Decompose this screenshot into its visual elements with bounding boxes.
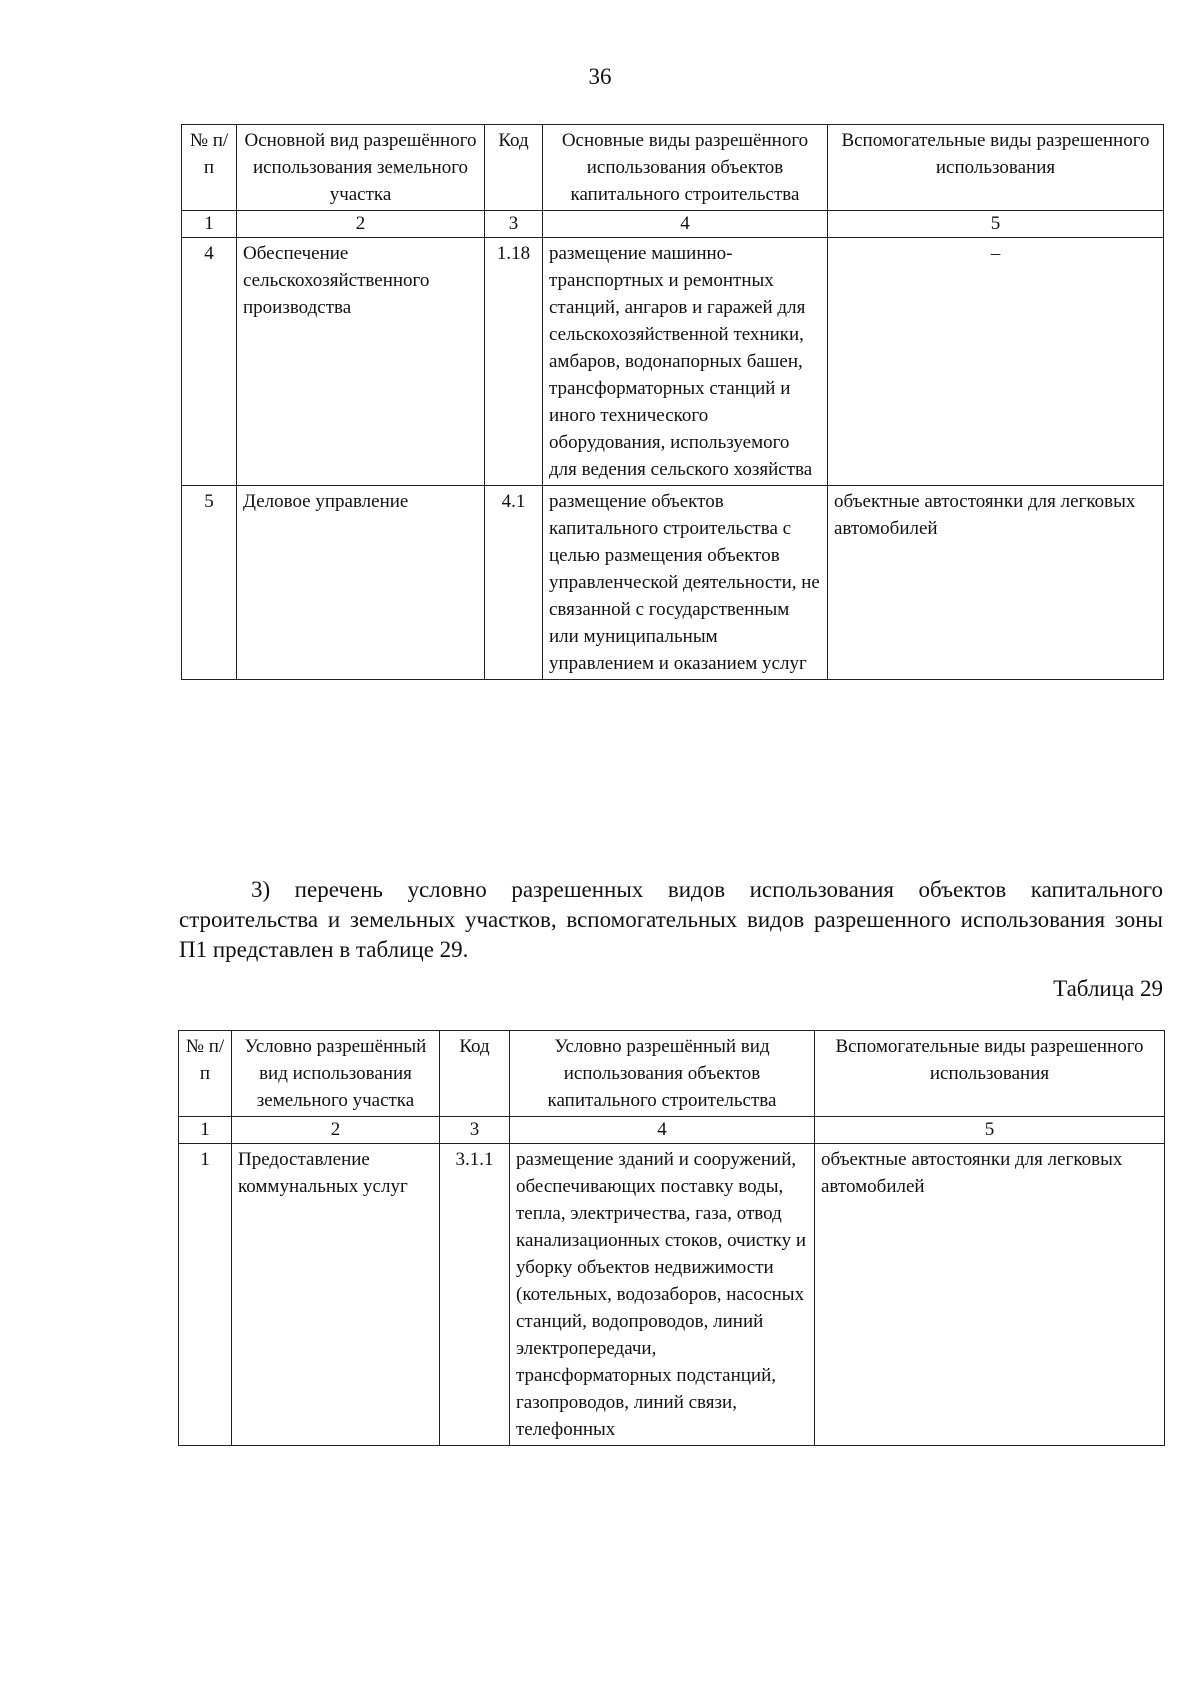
header-cell-code: Код [440,1031,510,1117]
table-row [182,486,1164,680]
row-number: 1 [179,1144,232,1446]
table-header-row [182,125,1164,211]
auxiliary-use: объектные автостоянки для легковых автомобилей [828,486,1164,680]
column-number: 4 [543,211,828,238]
use-description: размещение объектов капитального строительства с целью размещения объектов управленческой деятельности, не связанной с государственным или муниципальным управлением и оказанием услуг [543,486,828,680]
column-number: 1 [179,1117,232,1144]
header-cell-code: Код [485,125,543,211]
row-number: 4 [182,238,237,486]
use-description: размещение машинно-транспортных и ремонтных станций, ангаров и гаражей для сельскохозяйственной техники, амбаров, водонапорных башен, трансформаторных станций и иного технического оборудования, используемого для ведения сельского хозяйства [543,238,828,486]
table-row [182,238,1164,486]
column-number: 4 [510,1117,815,1144]
land-use-type: Деловое управление [237,486,485,680]
conditional-use-table [178,1030,1165,1446]
use-code: 3.1.1 [440,1144,510,1446]
table-caption: Таблица 29 [1053,976,1163,1001]
header-cell-number: № п/п [182,125,237,211]
header-cell-land-use: Условно разрешённый вид использования земельного участка [232,1031,440,1117]
row-number: 5 [182,486,237,680]
use-code: 1.18 [485,238,543,486]
column-number: 5 [828,211,1164,238]
column-numbering-row [179,1117,1165,1144]
column-number: 2 [237,211,485,238]
column-number: 3 [485,211,543,238]
header-cell-land-use: Основной вид разрешённого использования земельного участка [237,125,485,211]
column-numbering-row [182,211,1164,238]
land-use-type: Предоставление коммунальных услуг [232,1144,440,1446]
column-number: 3 [440,1117,510,1144]
header-cell-auxiliary-uses: Вспомогательные виды разрешенного использования [815,1031,1165,1117]
table-header-row [179,1031,1165,1117]
header-cell-number: № п/п [179,1031,232,1117]
header-cell-auxiliary-uses: Вспомогательные виды разрешенного использования [828,125,1164,211]
header-cell-conditional-uses: Условно разрешённый вид использования объектов капитального строительства [510,1031,815,1117]
use-description: размещение зданий и сооружений, обеспечивающих поставку воды, тепла, электричества, газа, отвод канализационных стоков, очистку и уборку объектов недвижимости (котельных, водозаборов, насосных станций, водопроводов, линий электропередачи, трансформаторных подстанций, газопроводов, линий связи, телефонных [510,1144,815,1446]
auxiliary-use: объектные автостоянки для легковых автомобилей [815,1144,1165,1446]
list-paragraph [179,875,1163,965]
page-number: 36 [588,64,612,89]
paragraph-text: 3) перечень условно разрешенных видов использования объектов капитального строительства и земельных участков, вспомогательных видов разрешенного использования зоны П1 представлен в таблице 29. [179,877,1163,962]
auxiliary-use: – [828,238,1164,486]
land-use-table-main [181,124,1164,680]
table-row [179,1144,1165,1446]
column-number: 1 [182,211,237,238]
column-number: 5 [815,1117,1165,1144]
land-use-type: Обеспечение сельскохозяйственного производства [237,238,485,486]
use-code: 4.1 [485,486,543,680]
header-cell-main-uses: Основные виды разрешённого использования объектов капитального строительства [543,125,828,211]
column-number: 2 [232,1117,440,1144]
